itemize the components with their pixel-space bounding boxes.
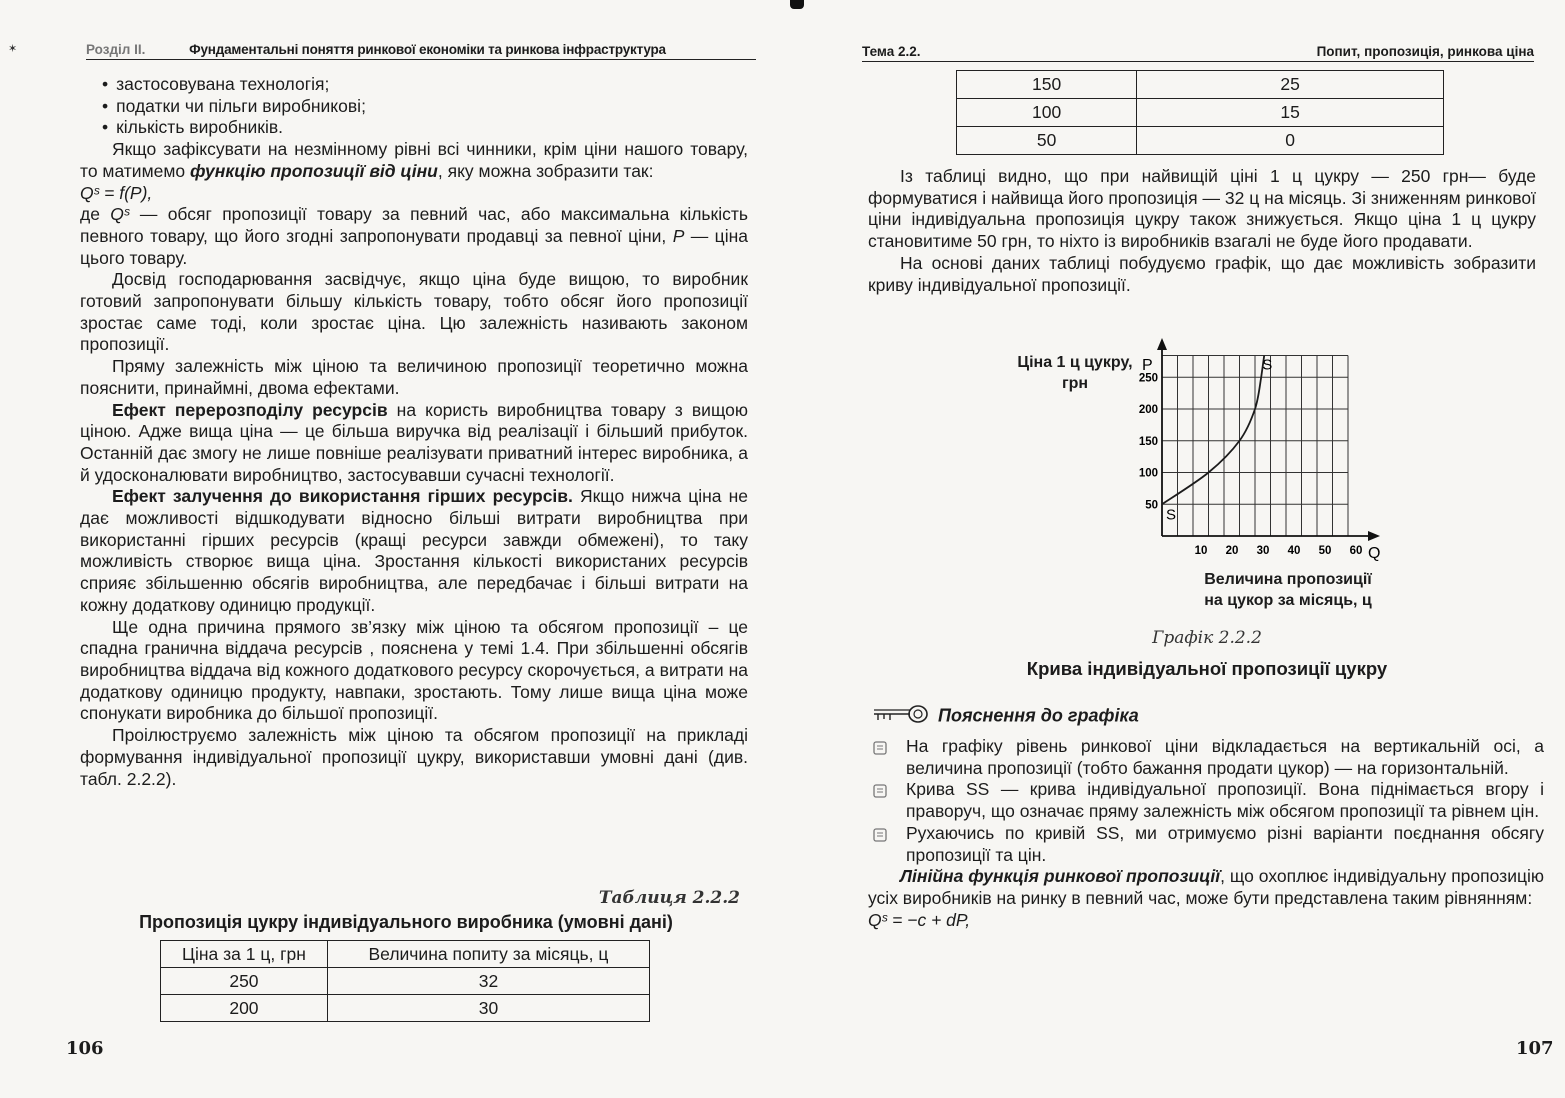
- paragraph: Досвід господарювання засвідчує, якщо ціна буде вищою, то виробник готовий запропонувати більшу кількість товару, тобто обсяг його пропозиції зростає саме тоді, коли зростає ціна. Цю залежність називають законом пропозиції.: [80, 269, 748, 355]
- y-tick-label: 250: [1138, 372, 1158, 385]
- table-row: [957, 127, 1444, 155]
- table-row: [161, 968, 650, 995]
- bullet-item: • кількість виробників.: [102, 117, 284, 138]
- graph-title: Крива індивідуальної пропозиції цукру: [1026, 658, 1388, 679]
- paragraph: Ще одна причина прямого зв’язку між ціною та обсягом пропозиції – це спадна гранична віддача ресурсів , пояснена у темі 1.4. При збільшенні обсягів виробництва віддача від кожного додаткового ресурсу скорочується, а витрати на додаткову одиницю продукту, навпаки, зростають. Тому лише вища ціна може спонукати виробника до більшої пропозиції.: [80, 616, 748, 724]
- bullet-item: • податки чи пільги виробникові;: [102, 95, 366, 116]
- paragraph: На основі даних таблиці побудуємо графік, що дає можливість зобразити криву індивідуальної пропозиції.: [868, 252, 1536, 295]
- graph-series: [1162, 356, 1272, 524]
- book-icon: [872, 827, 890, 849]
- x-tick-label: 40: [1287, 545, 1301, 557]
- table-header-cell: Ціна за 1 ц, грн: [161, 941, 328, 968]
- x-axis-name: Q: [1368, 545, 1381, 562]
- book-icon: [872, 783, 890, 805]
- header-title: Фундаментальні поняття ринкової економіки та ринкова інфраструктура: [189, 42, 666, 57]
- left-page: [0, 0, 782, 1098]
- y-tick-label: 150: [1138, 435, 1158, 448]
- paragraph: Ефект залучення до використання гірших ресурсів. Якщо нижча ціна не дає можливості відшкодувати відносно більші витрати виробництва при використанні гірших ресурсів (кращі ресурси завжди обмежені), то таку можливість створює вища ціна. Зростання кількості використаних ресурсів сприяє збільшенню обсягів виробництва, але передбачає і більші витрати на кожну додаткову одиницю продукції.: [80, 486, 748, 615]
- paragraph: Проілюструємо залежність між ціною та обсягом пропозиції на прикладі формування індивідуальної пропозиції цукру, використавши умовні дані (див. табл. 2.2.2).: [80, 725, 748, 789]
- paragraph: де Qˢ — обсяг пропозиції товару за певний час, або максимальна кількість певного товару, що його згодні запропонувати продавці за певної ціни, P — ціна цього товару.: [80, 204, 748, 268]
- header-title: Попит, пропозиція, ринкова ціна: [1316, 44, 1534, 59]
- y-tick-label: 100: [1138, 467, 1158, 480]
- graph-grid: [1162, 356, 1348, 537]
- table-cell: 32: [327, 968, 649, 995]
- y-tick-label: 50: [1145, 499, 1158, 512]
- x-tick-label: 10: [1194, 545, 1208, 557]
- explanation-heading: Пояснення до графіка: [872, 704, 1139, 729]
- right-body-text: [868, 166, 1536, 296]
- section-label: Тема 2.2.: [862, 44, 921, 59]
- paragraph: Якщо зафіксувати на незмінному рівні всі чинники, крім ціни нашого товару, то матимемо функцію пропозиції від ціни, яку можна зобразити так:: [80, 139, 748, 181]
- formula-supply-function: Qˢ = f(P),: [80, 182, 153, 203]
- table-cell: 0: [1137, 127, 1444, 155]
- table-caption: Таблиця 2.2.2: [598, 888, 740, 908]
- page-number: 107: [1516, 1038, 1554, 1059]
- bullet-item: • застосовувана технологія;: [102, 74, 330, 94]
- curve-label-end: S: [1262, 356, 1273, 374]
- table-cell: 50: [957, 127, 1137, 155]
- table-row: [161, 995, 650, 1022]
- term-linear-supply-function: Лінійна функція ринкової пропозиції: [900, 866, 1221, 887]
- graph-x-axis-label: Величина пропозиції на цукор за місяць, ц: [1204, 571, 1372, 609]
- y-axis-name: P: [1142, 357, 1153, 374]
- graph-y-axis-label: Ціна 1 ц цукру, грн: [1017, 354, 1133, 392]
- graph-caption: Графік 2.2.2: [1152, 628, 1262, 648]
- table-cell: 250: [161, 968, 328, 995]
- x-tick-label: 30: [1256, 545, 1270, 557]
- x-tick-label: 60: [1349, 545, 1363, 557]
- left-running-header: [86, 42, 756, 60]
- table-cell: 25: [1137, 71, 1444, 99]
- paragraph: Лінійна функція ринкової пропозиції, що охоплює індивідуальну пропозицію усіх виробників на ринку в певний час, може бути представлена таким рівнянням:: [868, 866, 1544, 908]
- explanation-item: На графіку рівень ринкової ціни відкладається на вертикальній осі, а величина пропозиції (тобто бажання продати цукор) — на горизонтальній.: [868, 736, 1544, 779]
- explanation-item: Крива SS — крива індивідуальної пропозиції. Вона піднімається вгору і праворуч, що означає пряму залежність між обсягом пропозиції та рівнем цін.: [868, 779, 1544, 822]
- table-cell: 30: [327, 995, 649, 1022]
- y-axis-arrow: [1157, 338, 1167, 350]
- page-number: 106: [66, 1038, 104, 1059]
- supply-table: [160, 940, 650, 1022]
- paragraph: Ефект перерозподілу ресурсів на користь виробництва товару з вищою ціною. Адже вища ціна — це більша виручка від реалізації і більший прибуток. Останній дає змогу не лише повніше реалізувати приватний інтерес виробника, а й удосконалювати виробництво, застосувавши сучасні технології.: [80, 399, 748, 485]
- book-icon: [872, 740, 890, 762]
- table-row: [957, 99, 1444, 127]
- table-header-cell: Величина попиту за місяць, ц: [327, 941, 649, 968]
- paragraph: Із таблиці видно, що при найвищій ціні 1 ц цукру — 250 грн— буде формуватися і найвища його пропозиція — 32 ц на місяць. Зі зниженням ринкової ціни індивідуальна пропозиція цукру також знижується. Якщо ціна 1 ц цукру становитиме 50 грн, то ніхто із виробників взагалі не буде його продавати.: [868, 166, 1536, 252]
- table-cell: 15: [1137, 99, 1444, 127]
- term-worse-resources: Ефект залучення до використання гірших ресурсів.: [112, 486, 573, 507]
- key-icon: [872, 704, 930, 729]
- formula-market-supply: Qˢ = −c + dP,: [868, 909, 971, 930]
- x-axis-arrow: [1368, 531, 1380, 541]
- term-supply-function: функцію пропозиції від ціни: [189, 160, 438, 181]
- corner-mark: ✶: [8, 43, 18, 55]
- table-cell: 100: [957, 99, 1137, 127]
- right-running-header: [862, 44, 1534, 62]
- y-tick-label: 200: [1138, 404, 1158, 416]
- x-tick-label: 20: [1225, 545, 1239, 557]
- explanation-item: Рухаючись по кривій SS, ми отримуємо різні варіанти поєднання обсягу пропозиції та цін.: [868, 823, 1544, 866]
- table-title: Пропозиція цукру індивідуального виробника (умовні дані): [139, 912, 673, 932]
- supply-table-continued: [956, 70, 1444, 155]
- table-cell: 150: [957, 71, 1137, 99]
- right-body-text-lower: [868, 736, 1544, 931]
- table-cell: 200: [161, 995, 328, 1022]
- left-body-text: [80, 74, 748, 790]
- curve-label-start: S: [1166, 506, 1177, 524]
- paragraph: Пряму залежність між ціною та величиною пропозиції теоретично можна пояснити, принаймні, двома ефектами.: [80, 356, 748, 398]
- section-label: Розділ II.: [86, 42, 146, 57]
- term-resource-reallocation: Ефект перерозподілу ресурсів: [112, 399, 388, 420]
- table-row: [957, 71, 1444, 99]
- table-header-row: [161, 941, 650, 968]
- right-page: [782, 0, 1565, 1098]
- x-tick-label: 50: [1318, 545, 1332, 557]
- supply-curve-graph: [1132, 334, 1432, 570]
